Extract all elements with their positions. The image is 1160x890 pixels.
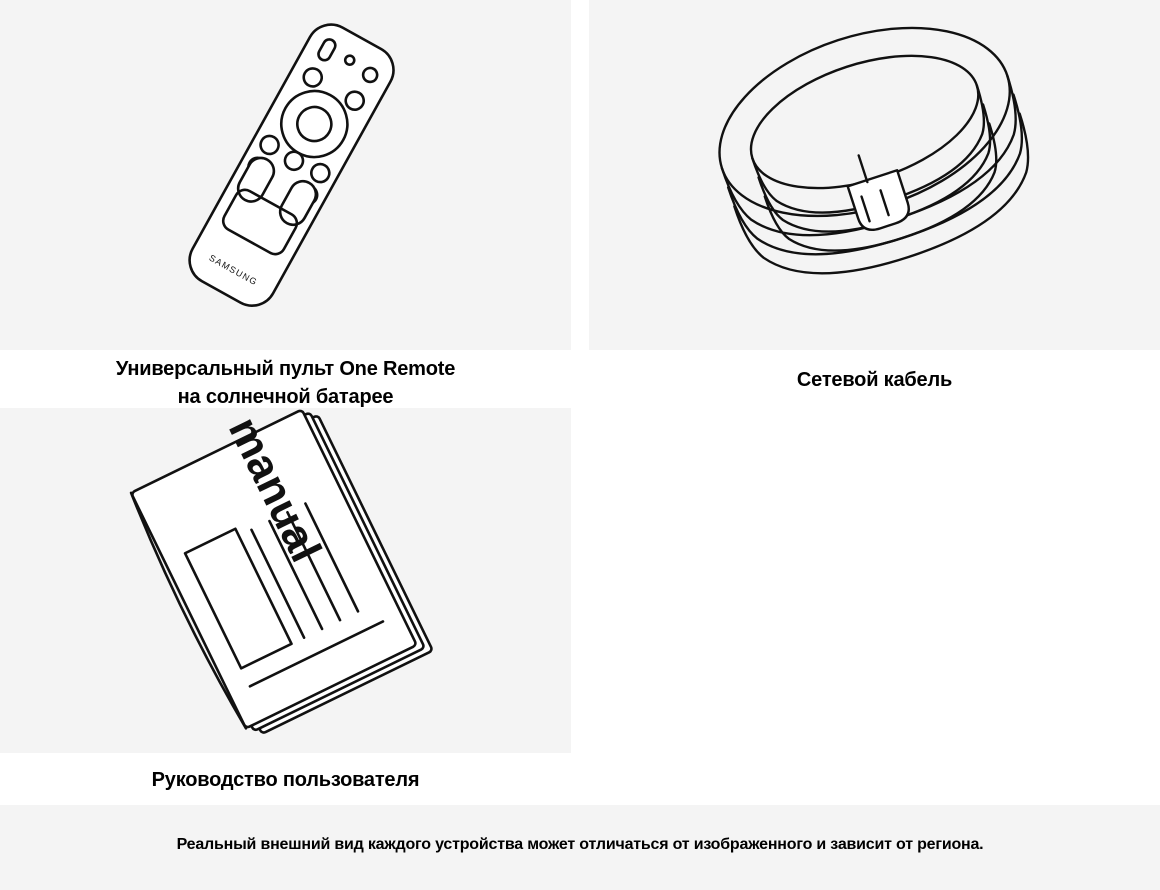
tv-remote-control-icon	[0, 0, 571, 350]
panel-manual	[0, 408, 571, 753]
caption-manual	[0, 766, 571, 794]
caption-remote-line1: Универсальный пульт One Remote	[115, 358, 456, 380]
caption-remote	[0, 355, 571, 411]
manual-cover-label: manual	[218, 409, 331, 570]
caption-remote-line2: на солнечной батарее	[177, 386, 394, 408]
panel-cable	[589, 0, 1160, 350]
caption-cable-line1: Сетевой кабель	[796, 369, 953, 391]
footer-disclaimer: Реальный внешний вид каждого устройства может отличаться от изображенного и зависит от региона.	[176, 836, 984, 853]
caption-cable	[589, 366, 1160, 394]
user-manual-booklet-icon	[0, 408, 571, 753]
remote-brand-label: SAMSUNG	[207, 252, 260, 288]
panel-remote	[0, 0, 571, 350]
caption-manual-line1: Руководство пользователя	[151, 769, 420, 791]
coiled-power-cable-icon	[589, 0, 1160, 350]
